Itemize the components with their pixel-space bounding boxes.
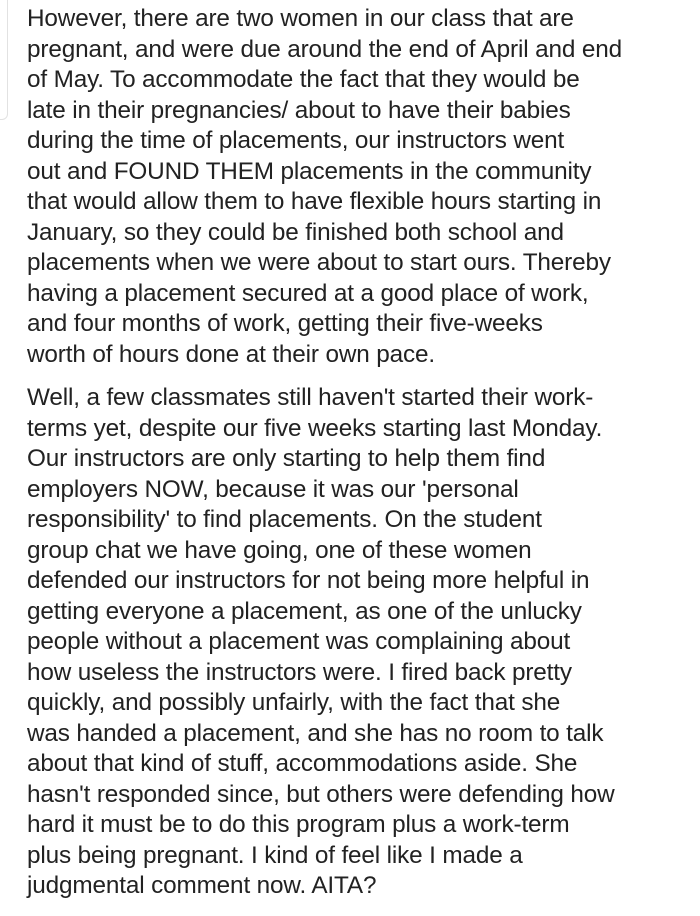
- text-line: having a placement secured at a good place of work,: [27, 279, 589, 307]
- text-line: Well, a few classmates still haven't started their work-: [27, 384, 594, 411]
- text-line: hard it must be to do this program plus a work-term: [27, 811, 570, 838]
- text-line: during the time of placements, our instructors went: [27, 127, 565, 154]
- post-body: [27, 4, 700, 902]
- text-line: out and FOUND THEM placements in the community: [27, 157, 592, 185]
- text-line: However, there are two women in our class that are: [27, 5, 574, 32]
- text-line: how useless the instructors were. I fired back pretty: [27, 658, 572, 686]
- text-line: about that kind of stuff, accommodations aside. She: [27, 750, 578, 777]
- text-line: and four months of work, getting their five-weeks: [27, 310, 543, 337]
- text-line: judgmental comment now. AITA?: [27, 872, 377, 899]
- text-line: worth of hours done at their own pace.: [27, 340, 436, 368]
- text-line: was handed a placement, and she has no room to talk: [27, 719, 604, 747]
- text-line: responsibility' to find placements. On the student: [27, 506, 542, 533]
- text-line: defended our instructors for not being more helpful in: [27, 567, 590, 594]
- paragraph-1: [27, 4, 700, 370]
- text-line: of May. To accommodate the fact that they would be: [27, 66, 580, 93]
- text-line: hasn't responded since, but others were defending how: [27, 780, 615, 808]
- text-line: late in their pregnancies/ about to have their babies: [27, 96, 571, 124]
- text-line: people without a placement was complaining about: [27, 628, 571, 655]
- text-line: getting everyone a placement, as one of the unlucky: [27, 597, 582, 625]
- text-line: plus being pregnant. I kind of feel like I made a: [27, 841, 523, 869]
- paragraph-2: [27, 383, 700, 902]
- text-line: January, so they could be finished both school and: [27, 218, 564, 246]
- text-line: Our instructors are only starting to help them find: [27, 445, 546, 472]
- text-line: terms yet, despite our five weeks starting last Monday.: [27, 414, 603, 442]
- text-line: employers NOW, because it was our 'personal: [27, 475, 519, 503]
- text-line: pregnant, and were due around the end of April and end: [27, 35, 622, 63]
- text-line: quickly, and possibly unfairly, with the fact that she: [27, 689, 561, 716]
- text-line: placements when we were about to start ours. Thereby: [27, 249, 611, 276]
- text-line: group chat we have going, one of these women: [27, 536, 532, 564]
- card-edge-frame: [0, 0, 8, 120]
- text-line: that would allow them to have flexible hours starting in: [27, 188, 602, 215]
